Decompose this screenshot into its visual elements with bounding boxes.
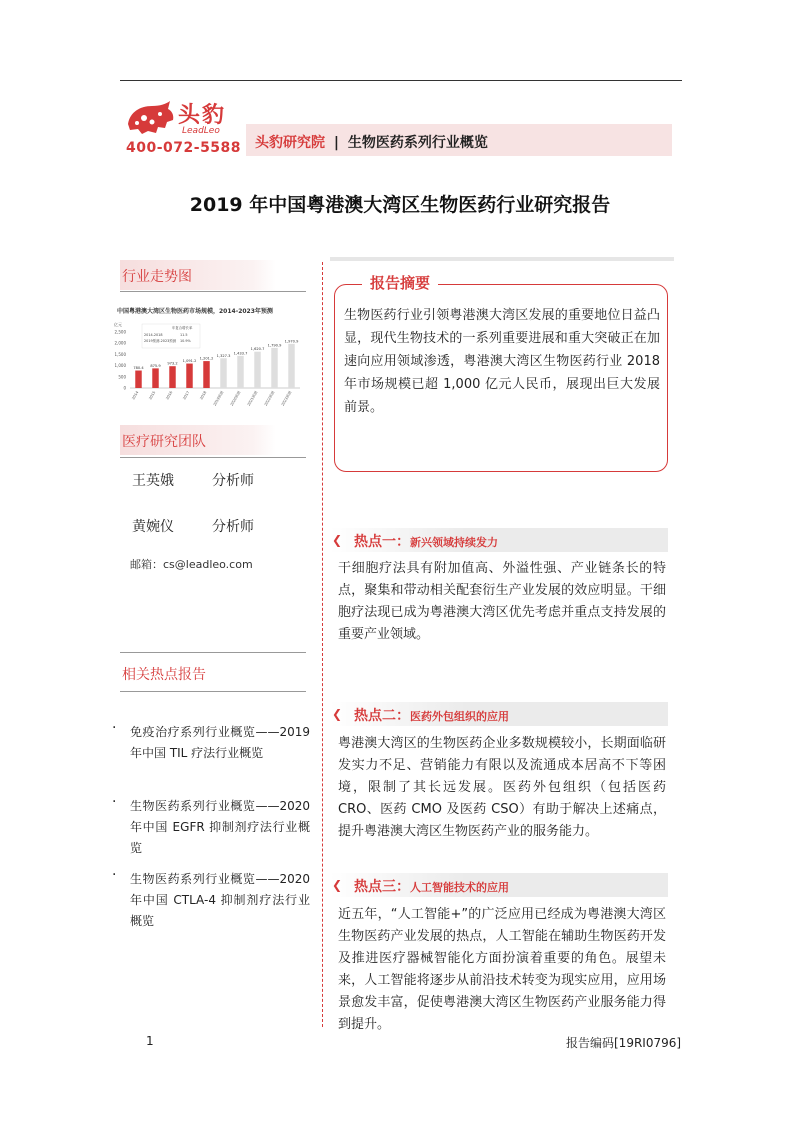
hotspot-subtitle: 医药外包组织的应用 — [410, 710, 509, 723]
chart-x-tick: 2022预测 — [263, 390, 276, 407]
chart-bar — [254, 352, 260, 388]
hotspot-heading: 热点一：新兴领域持续发力 — [354, 534, 498, 550]
hotspot-subtitle: 新兴领域持续发力 — [410, 536, 498, 549]
chart-bar — [169, 366, 175, 388]
chart-bar — [220, 358, 226, 388]
summary-top-bar — [330, 257, 674, 261]
related-heading-rule — [120, 691, 306, 692]
analyst-name: 黄婉仪 — [132, 519, 174, 535]
chart-x-tick: 2020预测 — [229, 390, 242, 407]
logo-wordmark: 头豹 — [178, 103, 227, 128]
bullet-icon: · — [112, 720, 117, 736]
report-code: 报告编码[19RI0796] — [566, 1036, 682, 1050]
hotspot-heading: 热点二：医药外包组织的应用 — [354, 708, 509, 724]
summary-text: 生物医药行业引领粤港澳大湾区发展的重要地位日益凸显，现代生物技术的一系列重要进展和重大突破正在加速向应用领域渗透，粤港澳大湾区生物医药行业 2018 年市场规模已超 1,000 亿元人民币，展现出巨大发展前景。 — [344, 308, 660, 415]
chart-data-label: 1,201.2 — [199, 356, 214, 361]
team-heading-rule — [120, 457, 306, 458]
chart-data-label: 1,790.9 — [267, 343, 282, 348]
chart-title: 中国粤港澳大湾区生物医药市场规模，2014-2023年预测 — [117, 308, 273, 315]
page-number: 1 — [146, 1034, 154, 1048]
related-report-link[interactable]: · 生物医药系列行业概览——2020 年中国 EGFR 抑制剂疗法行业概览 — [112, 794, 310, 855]
chart-legend-period: 2014-2018 — [144, 333, 163, 337]
chart-data-label: 1,970.9 — [284, 339, 299, 344]
chart-x-tick: 2023预测 — [280, 390, 293, 407]
chart-y-tick: 2,500 — [114, 329, 126, 335]
hotspot-text: 干细胞疗法具有附加值高、外溢性强、产业链条长的特点，聚集和带动相关配套衍生产业发展的效应明显。干细胞疗法现已成为粤港澳大湾区优先考虑并重点支持发展的重要产业领域。 — [338, 561, 666, 642]
chart-legend-period: 2019预测-2023预测 — [144, 339, 177, 343]
report-title: 2019 年中国粤港澳大湾区生物医药行业研究报告 — [189, 194, 611, 216]
chart-bar — [271, 348, 277, 388]
summary-heading: 报告摘要 — [362, 272, 438, 293]
chart-y-tick: 2,000 — [114, 340, 126, 346]
chart-x-tick: 2018 — [199, 390, 208, 401]
chart-x-tick: 2021预测 — [246, 390, 259, 407]
chart-legend-cagr: 10.9% — [180, 339, 191, 343]
series-name: 生物医药系列行业概览 — [347, 135, 488, 151]
chart-data-label: 875.9 — [150, 363, 161, 368]
contact-email[interactable]: 邮箱：cs@leadleo.com — [130, 558, 253, 571]
hotspot-text: 近五年，“人工智能+”的广泛应用已经成为粤港澳大湾区生物医药产业发展的热点，人工智能在辅助生物医药开发及推进医疗器械智能化方面扮演着重要的角色。展望未来，人工智能将逐步从前沿技术转变为现实应用，应用场景愈发丰富，促使粤港澳大湾区生物医药产业服务能力得到提升。 — [338, 907, 666, 1032]
chart-x-tick: 2017 — [182, 390, 191, 401]
team-heading: 医疗研究团队 — [122, 434, 206, 450]
related-report-link[interactable]: · 生物医药系列行业概览——2020 年中国 CTLA-4 抑制剂疗法行业概览 — [112, 867, 310, 928]
related-top-rule — [120, 652, 306, 653]
banner-separator: | — [333, 135, 339, 151]
chart-data-label: 973.2 — [167, 361, 178, 366]
chart-bar — [203, 361, 209, 388]
chart-data-label: 780.4 — [133, 366, 144, 371]
chart-y-unit: 亿元 — [114, 322, 122, 327]
chart-y-tick: 0 — [123, 385, 126, 391]
chart-data-label: 1,091.2 — [182, 359, 197, 364]
hotspot-text: 粤港澳大湾区的生物医药企业多数规模较小，长期面临研发实力不足、营销能力有限以及流通成本居高不下等困境，限制了其长远发展。医药外包组织（包括医药 CRO、医药 CMO 及医药 CSO）有助于解决上述痛点，提升粤港澳大湾区生物医药产业的服务能力。 — [338, 736, 666, 839]
caret-left-icon: ❮ — [332, 707, 343, 721]
chart-bar — [237, 356, 243, 388]
bullet-icon: · — [112, 794, 117, 810]
chart-data-label: 1,620.7 — [250, 347, 265, 352]
bullet-icon: · — [112, 867, 117, 883]
chart-data-label: 1,327.3 — [216, 353, 231, 358]
related-heading: 相关热点报告 — [122, 667, 206, 683]
top-rule — [120, 80, 682, 81]
column-divider — [322, 262, 323, 1027]
chart-bar — [152, 368, 158, 388]
chart-x-tick: 2015 — [148, 390, 157, 401]
logo-english: LeadLeo — [182, 126, 220, 136]
caret-left-icon: ❮ — [332, 878, 343, 892]
chart-bar — [288, 344, 294, 388]
hotline-number: 400-072-5588 — [126, 140, 242, 156]
analyst-role: 分析师 — [212, 473, 254, 489]
chart-y-tick: 1,000 — [114, 363, 126, 369]
chart-legend-header: 年复合增长率 — [172, 326, 193, 330]
chart-legend-cagr: 11.5 — [180, 333, 188, 337]
related-report-link[interactable]: · 免疫治疗系列行业概览——2019 年中国 TIL 疗法行业概览 — [112, 720, 310, 760]
hotspot-subtitle: 人工智能技术的应用 — [410, 881, 509, 894]
chart-x-tick: 2016 — [165, 390, 174, 401]
hotspot-heading: 热点三：人工智能技术的应用 — [354, 879, 509, 895]
chart-y-tick: 1,500 — [114, 351, 126, 357]
institute-name: 头豹研究院 — [255, 135, 325, 151]
caret-left-icon: ❮ — [332, 533, 343, 547]
analyst-role: 分析师 — [212, 519, 254, 535]
leopard-logo-icon — [124, 100, 176, 136]
chart-x-tick: 2019预测 — [212, 390, 225, 407]
chart-bar — [135, 371, 141, 388]
analyst-name: 王英娥 — [132, 473, 174, 489]
market-size-chart — [112, 318, 302, 410]
chart-data-label: 1,433.7 — [233, 351, 248, 356]
trend-heading: 行业走势图 — [122, 269, 192, 285]
trend-heading-rule — [120, 291, 306, 292]
chart-bar — [186, 364, 192, 388]
brand-banner-text — [255, 132, 488, 152]
chart-x-tick: 2014 — [131, 390, 140, 401]
chart-y-tick: 500 — [118, 374, 126, 380]
